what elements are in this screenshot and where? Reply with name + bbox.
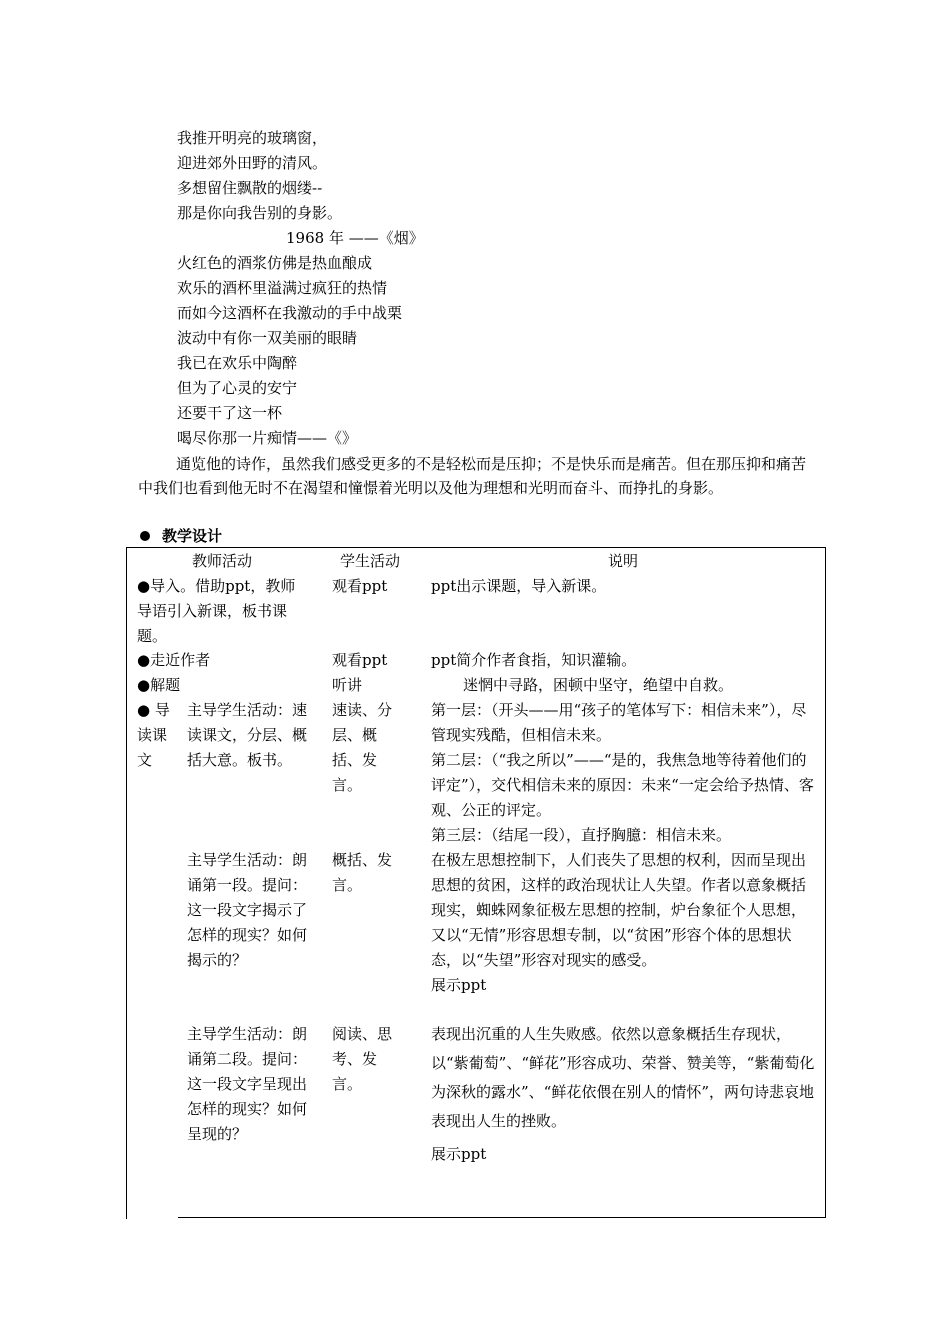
bullet-icon [140,531,150,541]
note-paragraph: 第二层：（“我之所以”——“是的，我焦急地等待着他们的评定”），交代相信未来的原因：未来“一定会给予热情、客观、公正的评定。 [431,751,814,819]
poem-line: 而如今这酒杯在我激动的手中战栗 [177,304,403,322]
poem-line: 还要干了这一杯 [177,404,283,422]
note-paragraph: 第一层：（开头——用“孩子的笔体写下：相信未来”），尽管现实残酷，但相信未来。 [431,701,807,744]
poem-line: 我推开明亮的玻璃窗， [177,129,328,147]
student-cell: 观看ppt [332,651,388,669]
note-cell [431,698,819,848]
poem-line: 波动中有你一双美丽的眼睛 [177,329,358,347]
teacher-cell: ●解题 [137,676,181,694]
student-cell: 听讲 [332,676,363,694]
note-cell [431,848,819,998]
note-paragraph: 表现出沉重的人生失败感。依然以意象概括生存现状，以“紫葡萄”、“鲜花”形容成功、荣誉、赞美等，“紫葡萄化为深秋的露水”、“鲜花依偎在别人的情怀”，两句诗悲哀地表现出人生的挫败。 [431,1025,815,1130]
student-cell: 观看ppt [332,577,388,595]
section-cell: ● 导读课文 [137,701,170,769]
table-left-border [126,547,127,1219]
header-teacher: 教师活动 [192,552,253,570]
student-cell: 概括、发言。 [332,851,393,894]
teacher-cell: ●走近作者 [137,651,211,669]
poem-line: 喝尽你那一片痴情——《》 [177,429,358,447]
teacher-cell: ●导入。借助ppt，教师导语引入新课，板书课题。 [137,577,296,645]
poem-line: 但为了心灵的安宁 [177,379,298,397]
table-bottom-border [178,1217,826,1218]
poem-line: 火红色的酒浆仿佛是热血酿成 [177,254,373,272]
student-cell: 阅读、思考、发言。 [332,1025,393,1093]
teacher-cell: 主导学生活动：朗诵第一段。提问：这一段文字揭示了怎样的现实？如何揭示的？ [187,851,308,969]
poem-attribution: 1968 年 ——《烟》 [286,229,424,247]
table-right-border [825,547,826,1218]
poem-line: 我已在欢乐中陶醉 [177,354,298,372]
poem-line: 那是你向我告别的身影。 [177,204,343,222]
note-extra: 展示ppt [431,1145,487,1163]
note-extra: 展示ppt [431,976,487,994]
poem-line: 欢乐的酒杯里溢满过疯狂的热情 [177,279,388,297]
note-cell: 迷惘中寻路，困顿中坚守，绝望中自救。 [463,676,734,694]
section-heading [140,526,222,546]
note-paragraph: 第三层：（结尾一段），直抒胸臆：相信未来。 [431,826,732,844]
summary-paragraph: 通览他的诗作，虽然我们感受更多的不是轻松而是压抑；不是快乐而是痛苦。但在那压抑和痛苦中我们也看到他无时不在渴望和憧憬着光明以及他为理想和光明而奋斗、而挣扎的身影。 [138,455,807,497]
note-cell: ppt简介作者食指，知识灌输。 [431,651,637,669]
poem-line: 迎进郊外田野的清风。 [177,154,328,172]
teacher-cell: 主导学生活动：速读课文，分层、概括大意。板书。 [187,701,308,769]
header-student: 学生活动 [340,552,401,570]
teacher-cell: 主导学生活动：朗诵第二段。提问：这一段文字呈现出怎样的现实？如何呈现的？ [187,1025,308,1143]
note-cell [431,1020,819,1169]
section-title: 教学设计 [162,527,223,545]
note-paragraph: 在极左思想控制下，人们丧失了思想的权利，因而呈现出思想的贫困，这样的政治现状让人失望。作者以意象概括现实，蜘蛛网象征极左思想的控制，炉台象征个人思想，又以“无情”形容思想专制，以“贫困”形容个体的思想状态，以“失望”形容对现实的感受。 [431,851,807,969]
note-cell: ppt出示课题，导入新课。 [431,577,607,595]
poem-line: 多想留住飘散的烟缕-- [177,179,323,197]
header-note: 说明 [608,552,639,570]
table-top-border [126,547,826,548]
student-cell: 速读、分层、概括、发言。 [332,701,393,794]
